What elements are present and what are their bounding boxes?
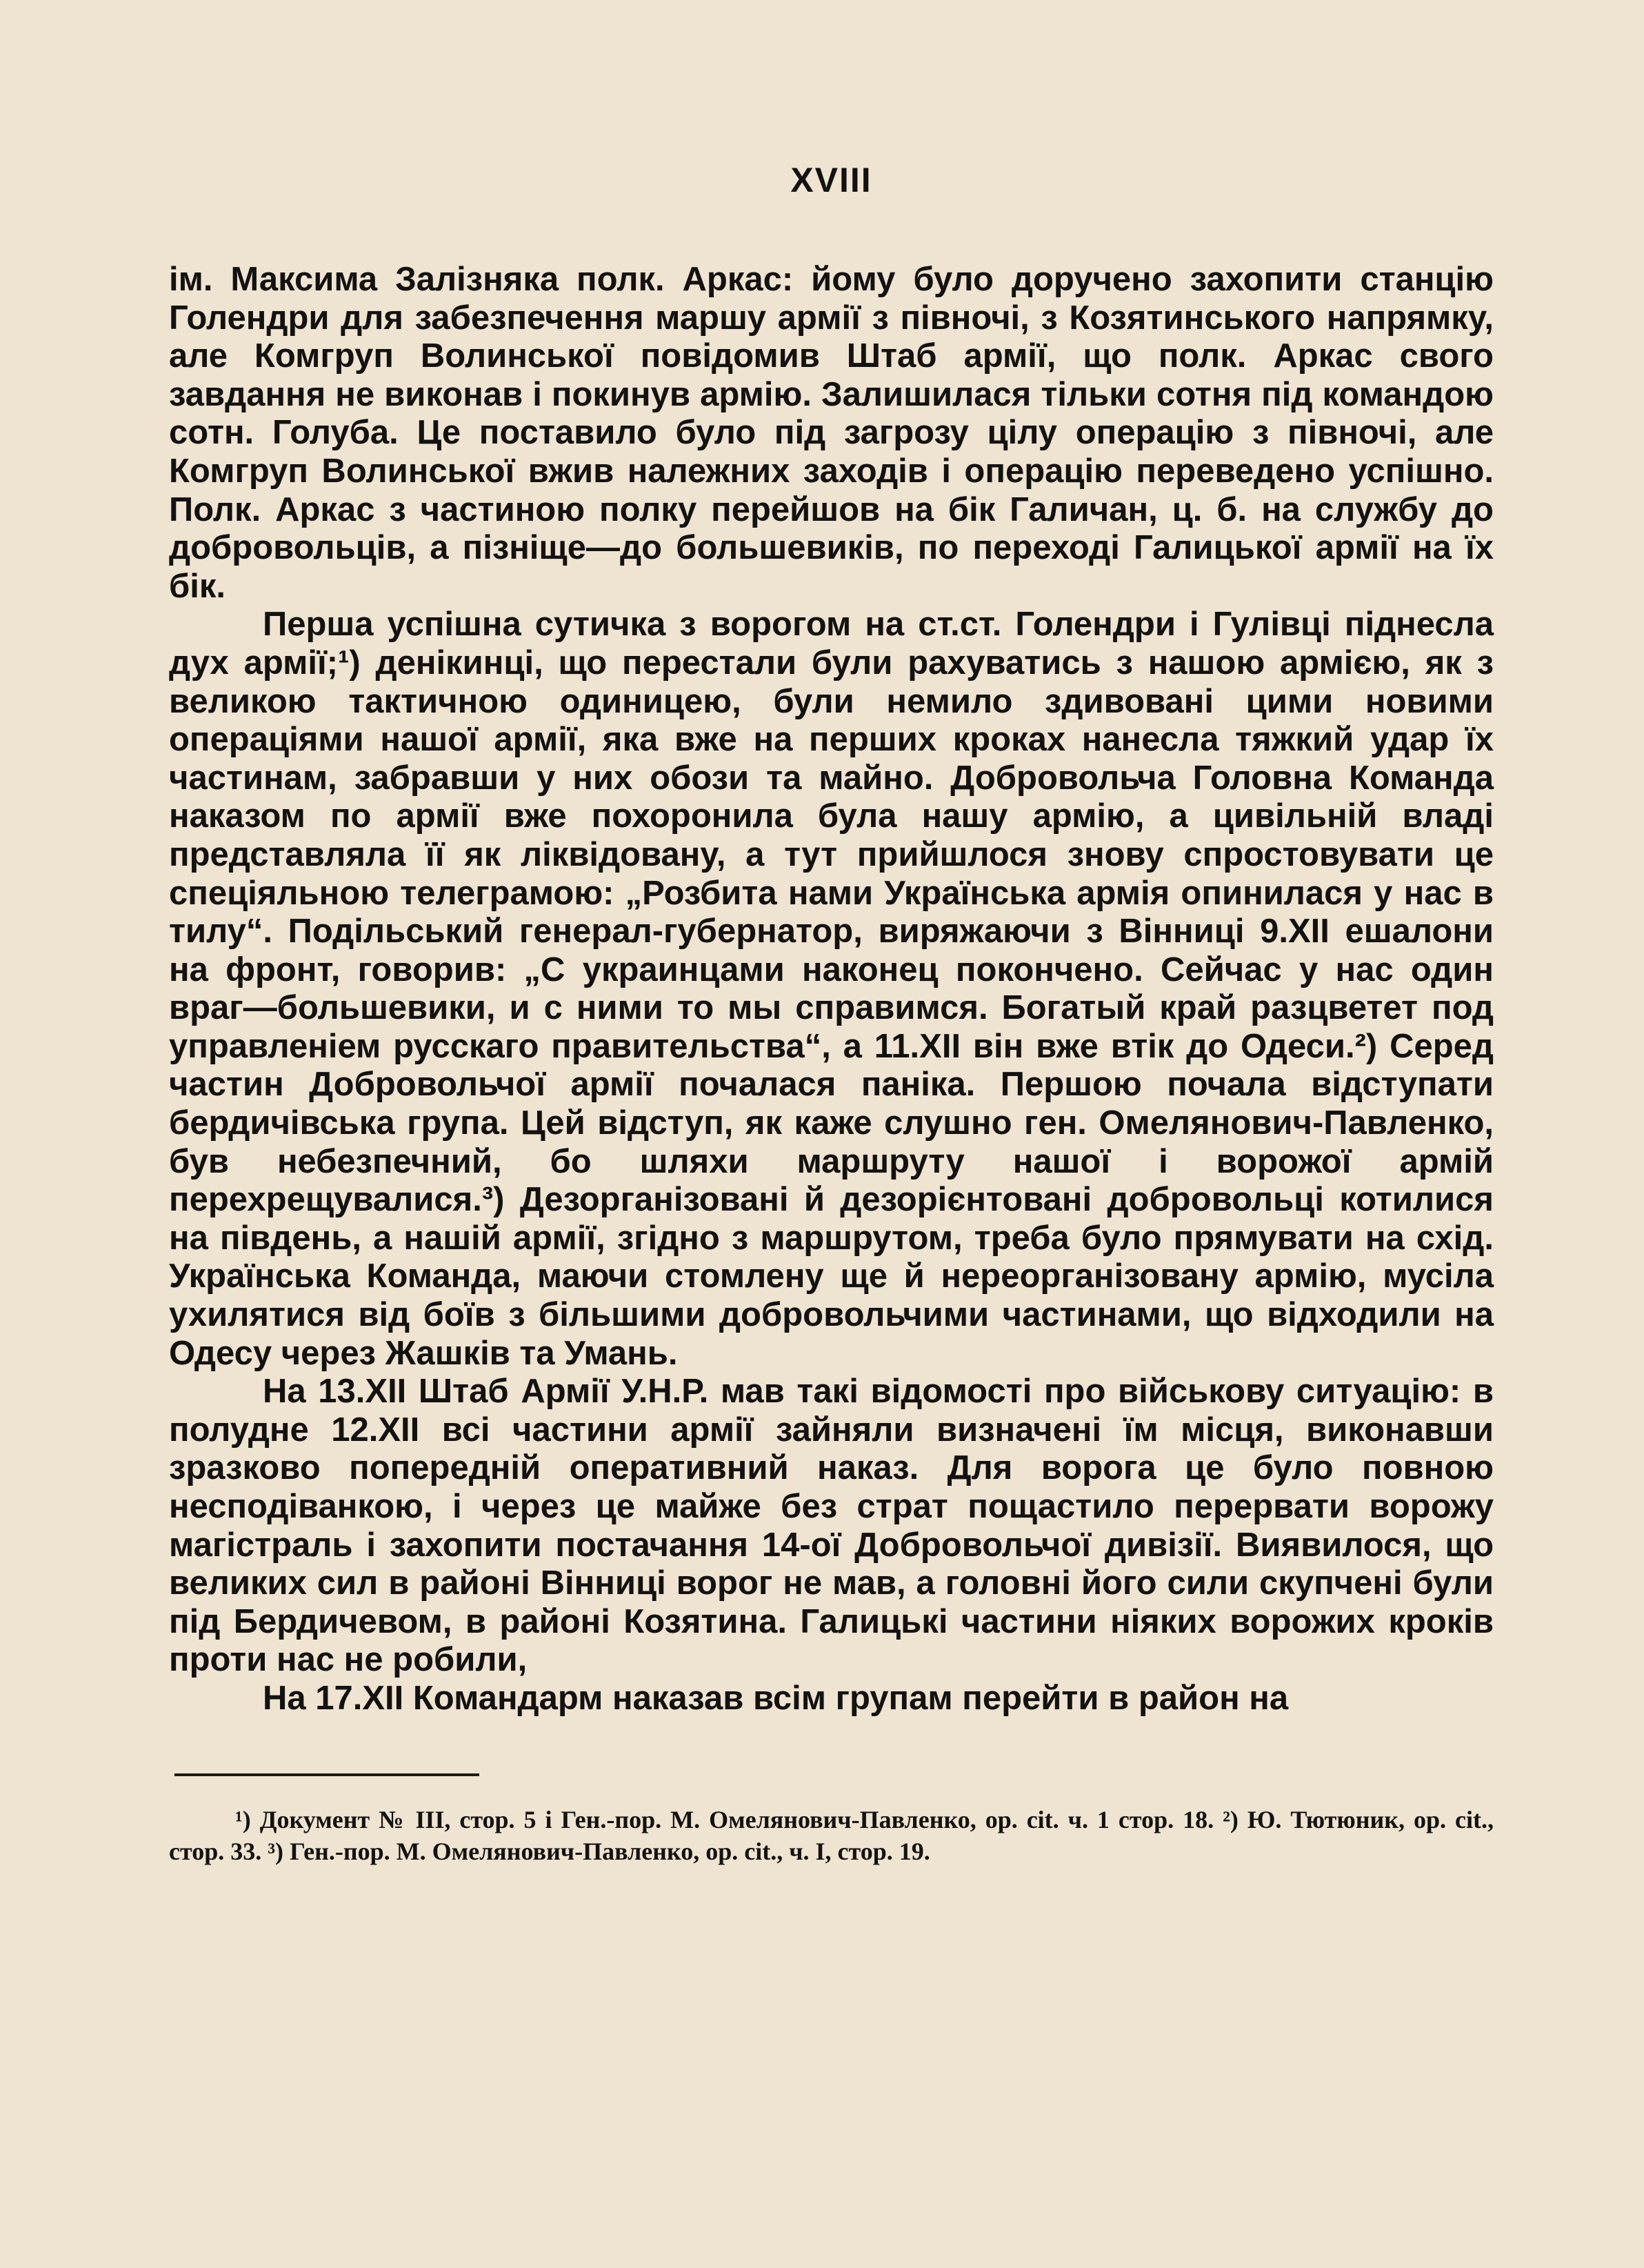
paragraph: Перша успішна сутичка з ворогом на ст.ст. Голендри і Гулівці піднесла дух армії;¹) денікинці, що перестали були рахуватись з нашою армією, як з великою тактичною одиницею, були немило здивовані цими новими операціями нашої армії, яка вже на перших кроках нанесла тяжкий удар їх частинам, забравши у них обози та майно. Добровольча Головна Команда наказом по армії вже похоронила була нашу армію, а цивільній владі представляла її як ліквідовану, а тут прийшлося знову спростовувати це спеціяльною телеграмою: „Розбита нами Українська армія опинилася у нас в тилу“. Подільський генерал-губернатор, виряжаючи з Вінниці 9.XII ешалони на фронт, говорив: „С украинцами наконец покончено. Сейчас у нас один враг—большевики, и с ними то мы справимся. Богатый край разцветет под управленіем русскаго правительства“, а 11.XII він вже втік до Одеси.²) Серед частин Добровольчої армії почалася паніка. Першою почала відступати бердичівська група. Цей відступ, як каже слушно ген. Омелянович-Павленко, був небезпечний, бо шляхи маршруту нашої і ворожої армій перехрещувалися.³) Дезорганізовані й дезорієнтовані добровольці котилися на південь, а нашій армії, згідно з маршрутом, треба було прямувати на схід. Українська Команда, маючи стомлену ще й нереорганізовану армію, мусіла ухилятися від боїв з більшими добровольчими частинами, що відходили на Одесу через Жашків та Умань. <box>169 606 1494 1372</box>
body-text <box>169 261 1494 1718</box>
paragraph-continued: ім. Максима Залізняка полк. Аркас: йому було доручено захопити станцію Голендри для забезпечення маршу армії з півночі, з Козятинського напрямку, але Комгруп Волинської повідомив Штаб армії, що полк. Аркас свого завдання не виконав і покинув армію. Залишилася тільки сотня під командою сотн. Голуба. Це поставило було під загрозу цілу операцію з півночі, але Комгруп Волинської вжив належних заходів і операцію переведено успішно. Полк. Аркас з частиною полку перейшов на бік Галичан, ц. б. на службу до добровольців, а пізніще—до большевиків, по переході Галицької армії на їх бік. <box>169 261 1494 605</box>
footnotes: ¹) Документ № III, стор. 5 і Ген.-пор. М. Омелянович-Павленко, op. cit. ч. 1 стор. 18. ²) Ю. Тютюник, op. cit., стор. 33. ³) Ген.-пор. М. Омелянович-Павленко, op. cit., ч. I, стор. 19. <box>169 1805 1494 1865</box>
paragraph: На 13.XII Штаб Армії У.Н.Р. мав такі відомості про військову ситуацію: в полудне 12.XII всі частини армії зайняли визначені їм місця, виконавши зразково попередній оперативний наказ. Для ворога це було повною несподіванкою, і через це майже без страт пощастило перервати ворожу магістраль і захопити постачання 14-ої Добровольчої дивізії. Виявилося, що великих сил в районі Вінниці ворог не мав, а головні його сили скупчені були під Бердичевом, в районі Козятина. Галицькі частини ніяких ворожих кроків проти нас не робили, <box>169 1373 1494 1679</box>
footnote-divider <box>174 1773 479 1776</box>
page-number: XVIII <box>790 161 872 199</box>
paragraph: На 17.XII Командарм наказав всім групам перейти в район на <box>263 1679 1289 1717</box>
